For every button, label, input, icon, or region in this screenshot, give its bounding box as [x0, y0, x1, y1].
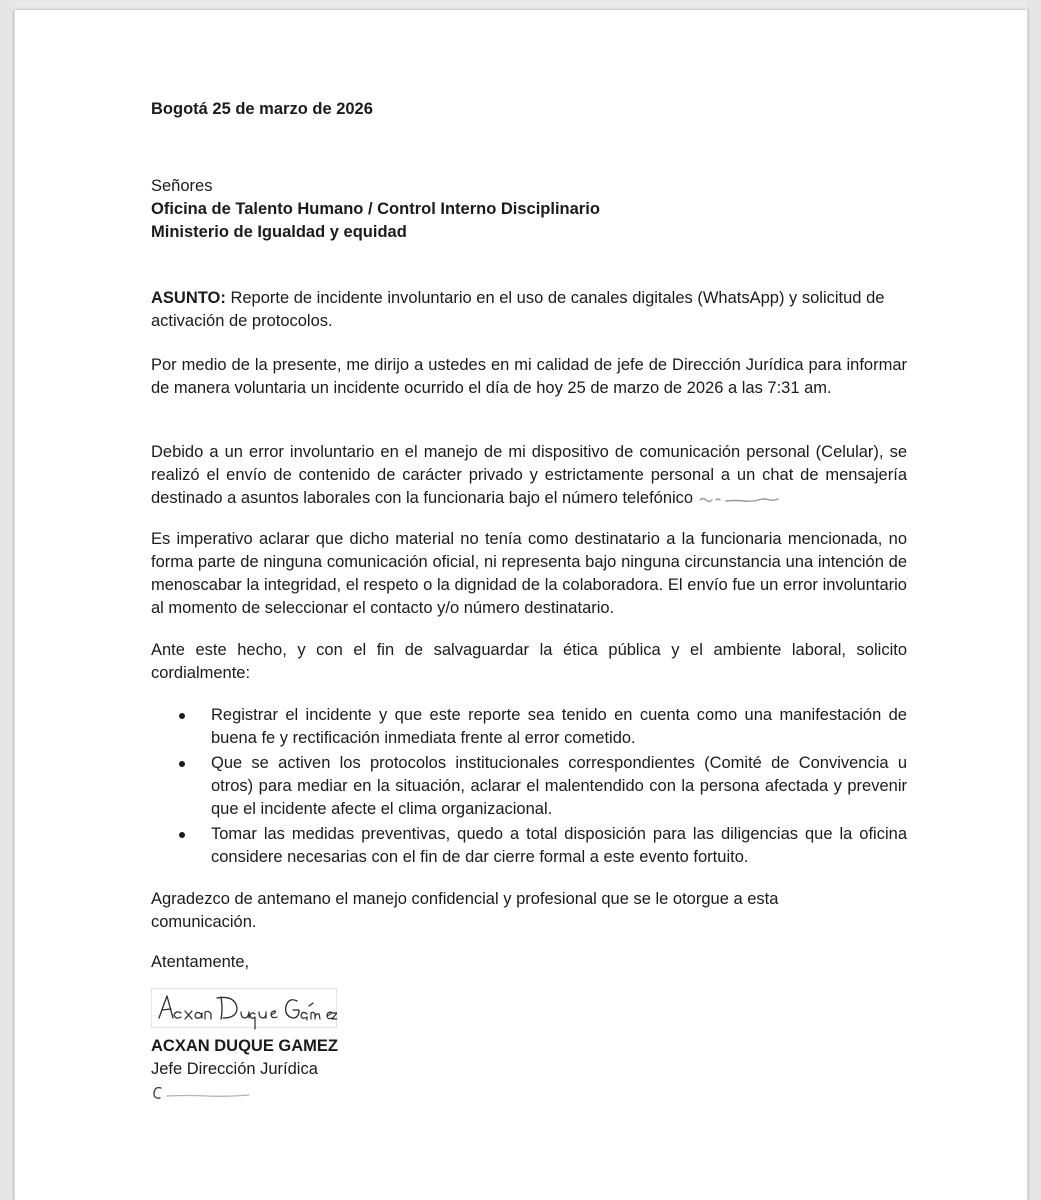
signer-name: ACXAN DUQUE GAMEZ	[151, 1037, 339, 1055]
scan-edge-right	[1027, 0, 1041, 1200]
bullet-icon	[179, 832, 185, 838]
subject-label: ASUNTO:	[151, 289, 226, 307]
request-list	[151, 704, 907, 871]
addressee-office: Oficina de Talento Humano / Control Interno Disciplinario	[151, 200, 600, 218]
paragraph-incident	[151, 441, 907, 510]
list-item	[151, 704, 907, 750]
bullet-icon	[179, 713, 185, 719]
letter-page	[14, 10, 1028, 1200]
list-item-text: Registrar el incidente y que este reporte sea tenido en cuenta como una manifestación de buena fe y rectificación inmediata frente al error cometido.	[211, 706, 907, 747]
redacted-phone-number	[698, 493, 782, 505]
signer-role: Jefe Dirección Jurídica	[151, 1060, 318, 1078]
addressee-block	[151, 175, 600, 244]
sign-off: Atentamente,	[151, 953, 250, 971]
paragraph-request-intro: Ante este hecho, y con el fin de salvaguardar la ética pública y el ambiente laboral, solicito cordialmente:	[151, 641, 907, 682]
handwritten-signature	[151, 984, 337, 1032]
list-item-text: Que se activen los protocolos institucionales correspondientes (Comité de Convivencia u otros) para mediar en la situación, aclarar el malentendido con la persona afectada y prevenir que el incidente afecte el clima organizacional.	[211, 754, 907, 818]
list-item	[151, 823, 907, 869]
paragraph-clarification: Es imperativo aclarar que dicho material no tenía como destinatario a la funcionaria mencionada, no forma parte de ninguna comunicación oficial, ni representa bajo ninguna circunstancia una intención de menoscabar la integridad, el respeto o la dignidad de la colaboradora. El envío fue un error involuntario al momento de seleccionar el contacto y/o número destinatario.	[151, 530, 907, 617]
addressee-salutation: Señores	[151, 177, 213, 195]
scan-edge-left	[0, 0, 14, 1200]
subject-line	[151, 287, 891, 333]
paragraph-incident-text: Debido a un error involuntario en el manejo de mi dispositivo de comunicación personal (Celular), se realizó el envío de contenido de carácter privado y estrictamente personal a un chat de mensajería destinado a asuntos laborales con la funcionaria bajo el número telefónico	[151, 443, 907, 507]
list-item	[151, 752, 907, 821]
bullet-icon	[179, 761, 185, 767]
paragraph-introduction: Por medio de la presente, me dirijo a ustedes en mi calidad de jefe de Dirección Jurídica para informar de manera voluntaria un incidente ocurrido el día de hoy 25 de marzo de 2026 a las 7:31 am.	[151, 356, 907, 397]
closing-paragraph: Agradezco de antemano el manejo confidencial y profesional que se le otorgue a esta comunicación.	[151, 890, 779, 931]
redacted-signer-detail	[151, 1082, 271, 1102]
subject-text: Reporte de incidente involuntario en el uso de canales digitales (WhatsApp) y solicitud de activación de protocolos.	[151, 289, 885, 330]
addressee-ministry: Ministerio de Igualdad y equidad	[151, 223, 407, 241]
letter-date: Bogotá 25 de marzo de 2026	[151, 100, 373, 118]
list-item-text: Tomar las medidas preventivas, quedo a total disposición para las diligencias que la oficina considere necesarias con el fin de dar cierre formal a este evento fortuito.	[211, 825, 907, 866]
